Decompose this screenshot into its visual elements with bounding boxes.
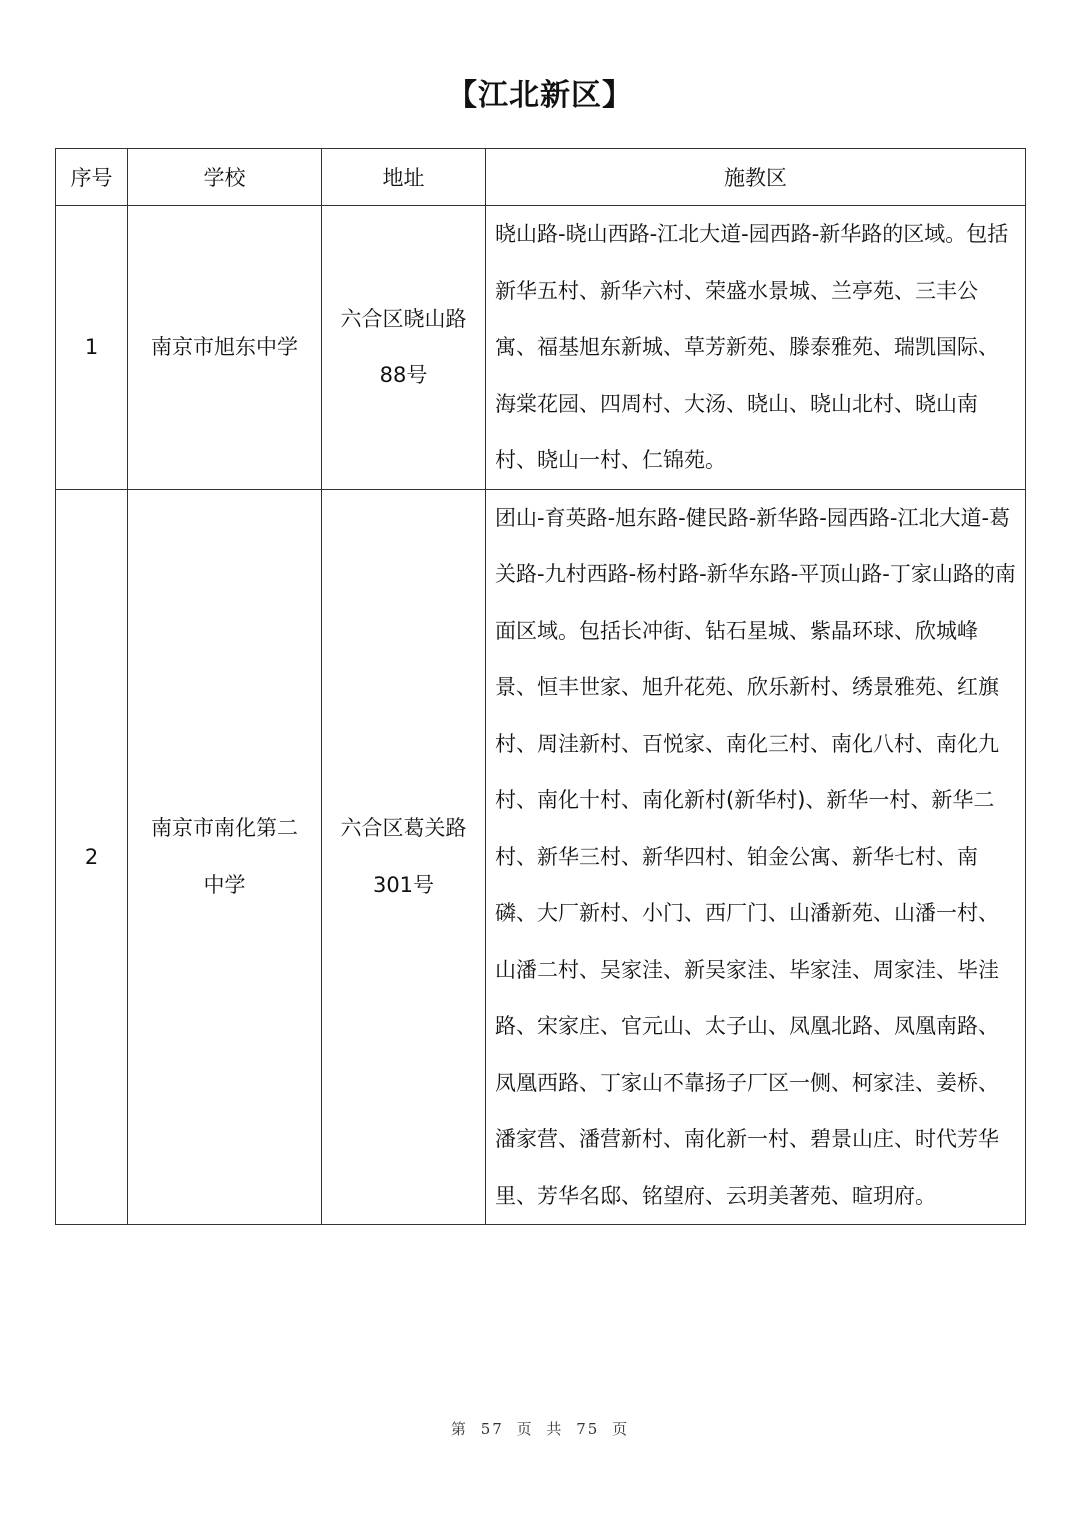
header-school: 学校 [128,149,322,206]
footer-page-word: 页 [516,1420,534,1438]
page-title: 【江北新区】 [447,78,633,113]
row-school: 南京市旭东中学 [128,206,322,490]
header-index: 序号 [56,149,128,206]
header-address: 地址 [322,149,486,206]
footer-prefix: 第 [450,1420,468,1438]
row-zone: 团山-育英路-旭东路-健民路-新华路-园西路-江北大道-葛关路-九村西路-杨村路-新华东路-平顶山路-丁家山路的南面区域。包括长冲街、钻石星城、紫晶环球、欣城峰景、恒丰世家、旭升花苑、欣乐新村、绣景雅苑、红旗村、周洼新村、百悦家、南化三村、南化八村、南化九村、南化十村、南化新村(新华村)、新华一村、新华二村、新华三村、新华四村、铂金公寓、新华七村、南磷、大厂新村、小门、西厂门、山潘新苑、山潘一村、山潘二村、吴家洼、新吴家洼、毕家洼、周家洼、毕洼路、宋家庄、官元山、太子山、凤凰北路、凤凰南路、凤凰西路、丁家山不靠扬子厂区一侧、柯家洼、姜桥、潘家营、潘营新村、南化新一村、碧景山庄、时代芳华里、芳华名邸、铭望府、云玥美著苑、暄玥府。 [486,489,1026,1225]
row-school: 南京市南化第二中学 [128,489,322,1225]
footer-total-word: 共 [546,1420,564,1438]
page-footer [0,1418,1080,1439]
table-header-row [56,149,1026,206]
footer-suffix: 页 [612,1420,630,1438]
row-zone: 晓山路-晓山西路-江北大道-园西路-新华路的区域。包括新华五村、新华六村、荣盛水景城、兰亭苑、三丰公寓、福基旭东新城、草芳新苑、滕泰雅苑、瑞凯国际、海棠花园、四周村、大汤、晓山、晓山北村、晓山南村、晓山一村、仁锦苑。 [486,206,1026,490]
table-row [56,206,1026,490]
footer-total-pages: 75 [576,1420,600,1438]
row-index: 1 [56,206,128,490]
footer-current-page: 57 [480,1420,504,1438]
table-row [56,489,1026,1225]
row-address: 六合区晓山路88号 [322,206,486,490]
school-district-table [55,148,1026,1225]
row-index: 2 [56,489,128,1225]
row-address: 六合区葛关路301号 [322,489,486,1225]
header-zone: 施教区 [486,149,1026,206]
